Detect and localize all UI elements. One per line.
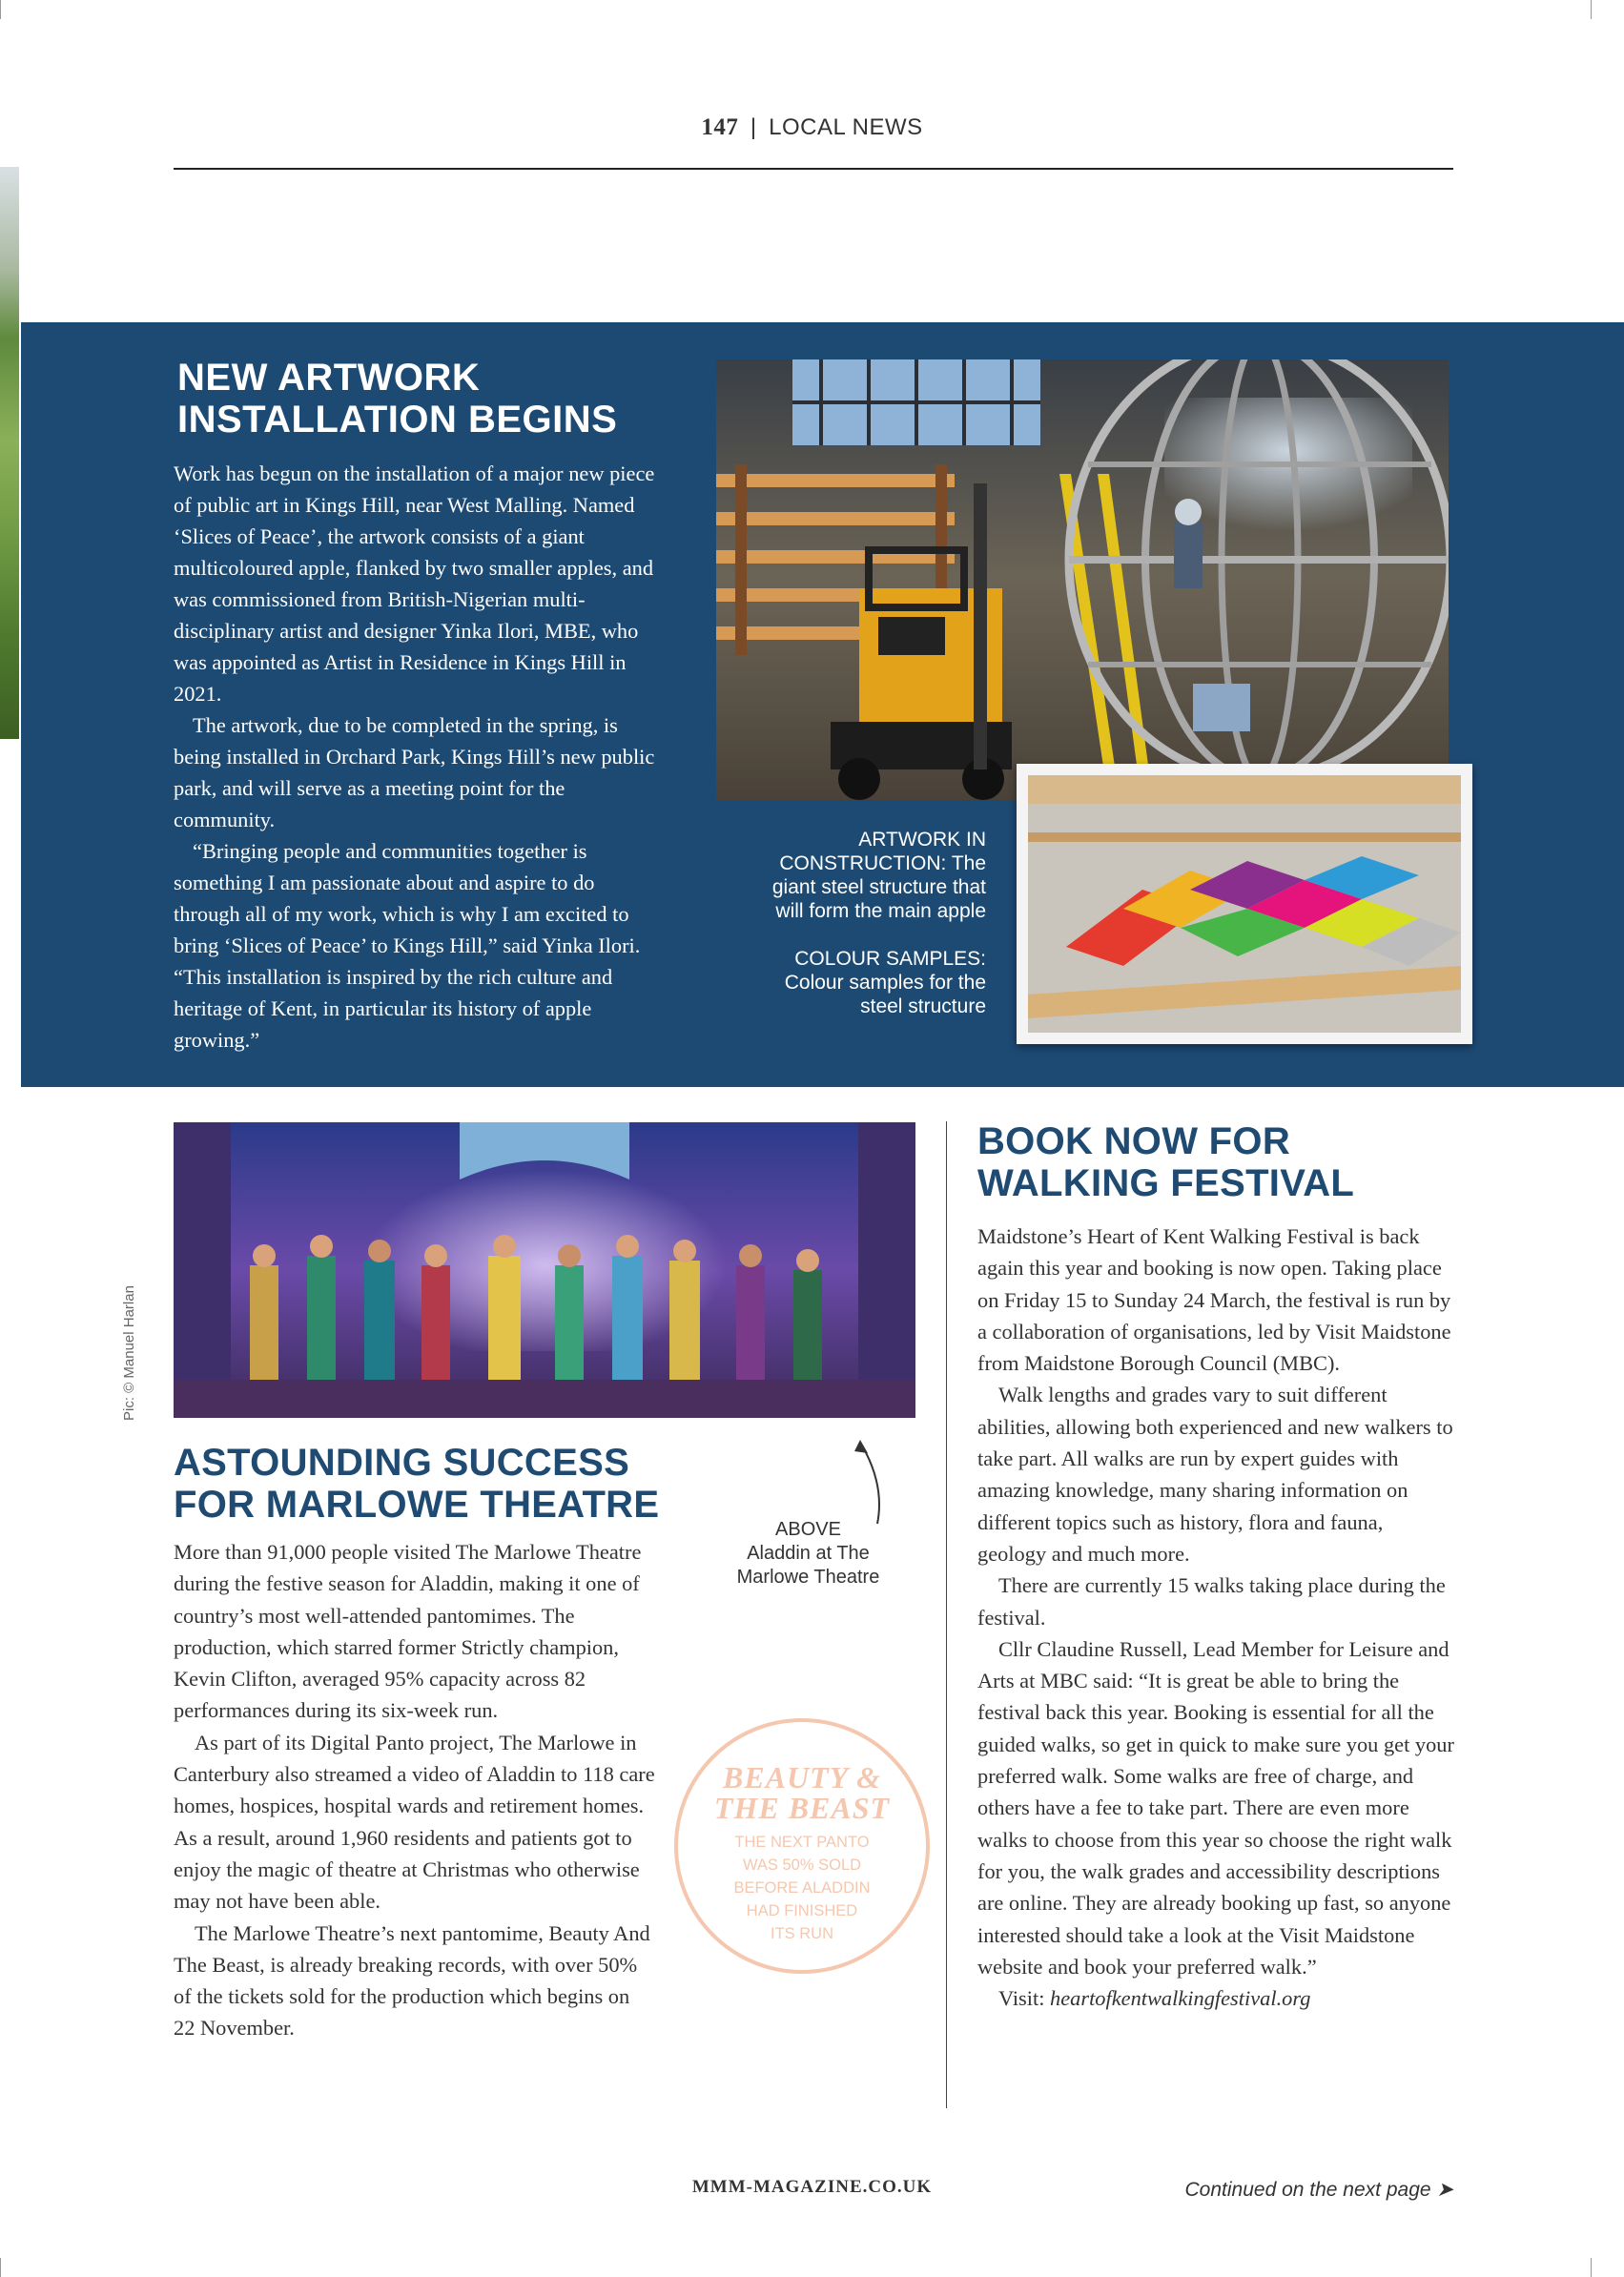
- page-header: [0, 114, 1624, 141]
- walking-paragraph: Cllr Claudine Russell, Lead Member for Leisure and Arts at MBC said: “It is great be able to bring the festival back this year. Booking is essential for all the guided walks, so get in quick to make sure you get your preferred walk. Some walks are free of charge, and others have a fee to take part. There are even more walks to choose from this year so choose the right walk for you, the walk grades and accessibility descriptions are online. They are already booking up fast, so anyone interested should take a look at the Visit Maidstone website and book your preferred walk.”: [977, 1636, 1454, 1979]
- workshop-illustration: [716, 359, 1449, 800]
- artwork-headline: [177, 357, 711, 441]
- colour-samples-illustration: [1028, 775, 1461, 1033]
- marlowe-paragraph: The Marlowe Theatre’s next pantomime, Beauty And The Beast, is already breaking records, with over 50% of the tickets sold for the production which begins on 22 November.: [174, 1920, 650, 2041]
- beauty-beast-badge: [674, 1718, 930, 1974]
- crop-mark: [1591, 2258, 1592, 2277]
- aladdin-caption: [720, 1518, 896, 1590]
- walking-headline: [977, 1120, 1454, 1204]
- artwork-paragraph: The artwork, due to be completed in the spring, is being installed in Orchard Park, Kings Hill’s new public park, and will serve as a meeting point for the community.: [174, 713, 655, 831]
- badge-title-line-1: BEAUTY &: [723, 1760, 881, 1795]
- continued-next-page: Continued on the next page ➤: [1184, 2179, 1453, 2201]
- walking-headline-line-2: WALKING FESTIVAL: [977, 1162, 1355, 1204]
- badge-text: [678, 1831, 926, 1945]
- column-divider: [946, 1121, 947, 2108]
- badge-line: ITS RUN: [771, 1925, 833, 1942]
- photo-credit: Pic: © Manuel Harlan: [121, 1285, 137, 1421]
- walking-paragraph: There are currently 15 walks taking place during the festival.: [977, 1573, 1446, 1630]
- caption-colour-samples: [740, 947, 986, 1018]
- walking-paragraph: Maidstone’s Heart of Kent Walking Festival is back again this year and booking is now open. Taking place on Friday 15 to Sunday 24 March, the festival is run by a collaboration of organisations, led by Visit Maidstone from Maidstone Borough Council (MBC).: [977, 1224, 1451, 1376]
- badge-line: WAS 50% SOLD: [742, 1856, 862, 1874]
- artwork-headline-line-2: INSTALLATION BEGINS: [177, 399, 618, 441]
- previous-page-photo-edge: [0, 167, 19, 739]
- marlowe-headline-line-1: ASTOUNDING SUCCESS: [174, 1442, 630, 1484]
- artwork-headline-line-1: NEW ARTWORK: [177, 357, 481, 399]
- footer-website: MMM-MAGAZINE.CO.UK: [691, 2177, 933, 2197]
- walking-paragraph: Walk lengths and grades vary to suit different abilities, allowing both experienced and new walkers to take part. All walks are run by expert guides with amazing knowledge, many sharing information on different topics such as history, flora and fauna, geology and much more.: [977, 1383, 1453, 1566]
- crop-mark: [1591, 0, 1592, 19]
- badge-line: THE NEXT PANTO: [734, 1834, 870, 1851]
- badge-title: [678, 1762, 926, 1823]
- section-title: LOCAL NEWS: [769, 114, 923, 140]
- header-separator: |: [750, 114, 757, 140]
- caption-artwork-text: The giant steel structure that will form the main apple: [771, 852, 986, 922]
- artwork-construction-photo: [716, 359, 1449, 800]
- stage-illustration: [174, 1122, 915, 1418]
- visit-label: Visit:: [998, 1986, 1045, 2011]
- marlowe-headline-line-2: FOR MARLOWE THEATRE: [174, 1484, 660, 1526]
- crop-mark: [0, 0, 1, 19]
- aladdin-caption-text: Aladdin at The Marlowe Theatre: [736, 1543, 880, 1588]
- caption-artwork-title: ARTWORK IN CONSTRUCTION:: [779, 829, 986, 874]
- marlowe-body: [174, 1536, 655, 2044]
- page-number: 147: [701, 114, 739, 140]
- badge-title-line-2: THE BEAST: [713, 1791, 891, 1825]
- header-rule: [174, 168, 1453, 170]
- visit-link[interactable]: heartofkentwalkingfestival.org: [1050, 1986, 1311, 2011]
- marlowe-paragraph: More than 91,000 people visited The Marlowe Theatre during the festive season for Aladdin, making it one of country’s most well-attended pantomimes. The production, which starred former Strictly champion, Kevin Clifton, averaged 95% capacity across 82 performances during its six-week run.: [174, 1540, 642, 1723]
- crop-mark: [0, 2258, 1, 2277]
- walking-visit: [977, 1982, 1454, 2014]
- colour-samples-photo: [1017, 764, 1472, 1044]
- caption-colour-title: COLOUR SAMPLES:: [794, 948, 986, 970]
- artwork-paragraph: Work has begun on the installation of a major new piece of public art in Kings Hill, near West Malling. Named ‘Slices of Peace’, the artwork consists of a giant multicoloured apple, flanked by two smaller apples, and was commissioned from British-Nigerian multi-disciplinary artist and designer Yinka Ilori, MBE, who was appointed as Artist in Residence in Kings Hill in 2021.: [174, 462, 655, 706]
- marlowe-headline: [174, 1442, 708, 1526]
- walking-headline-line-1: BOOK NOW FOR: [977, 1120, 1291, 1162]
- caption-artwork-construction: [740, 828, 986, 923]
- aladdin-caption-title: ABOVE: [775, 1519, 841, 1540]
- artwork-paragraph: “Bringing people and communities together is something I am passionate about and aspire to do through all of my work, which is why I am excited to bring ‘Slices of Peace’ to Kings Hill,” said Yinka Ilori. “This installation is inspired by the rich culture and heritage of Kent, in particular its history of apple growing.”: [174, 839, 641, 1052]
- aladdin-stage-photo: [174, 1122, 915, 1418]
- badge-line: BEFORE ALADDIN: [733, 1879, 871, 1897]
- walking-body: [977, 1221, 1454, 2014]
- artwork-body: [174, 458, 666, 1056]
- marlowe-paragraph: As part of its Digital Panto project, The Marlowe in Canterbury also streamed a video of Aladdin to 118 care homes, hospices, hospital wards and retirement homes. As a result, around 1,960 residents and patients got to enjoy the magic of theatre at Christmas who otherwise may not have been able.: [174, 1730, 655, 1914]
- badge-line: HAD FINISHED: [746, 1902, 858, 1919]
- caption-colour-text: Colour samples for the steel structure: [784, 972, 986, 1017]
